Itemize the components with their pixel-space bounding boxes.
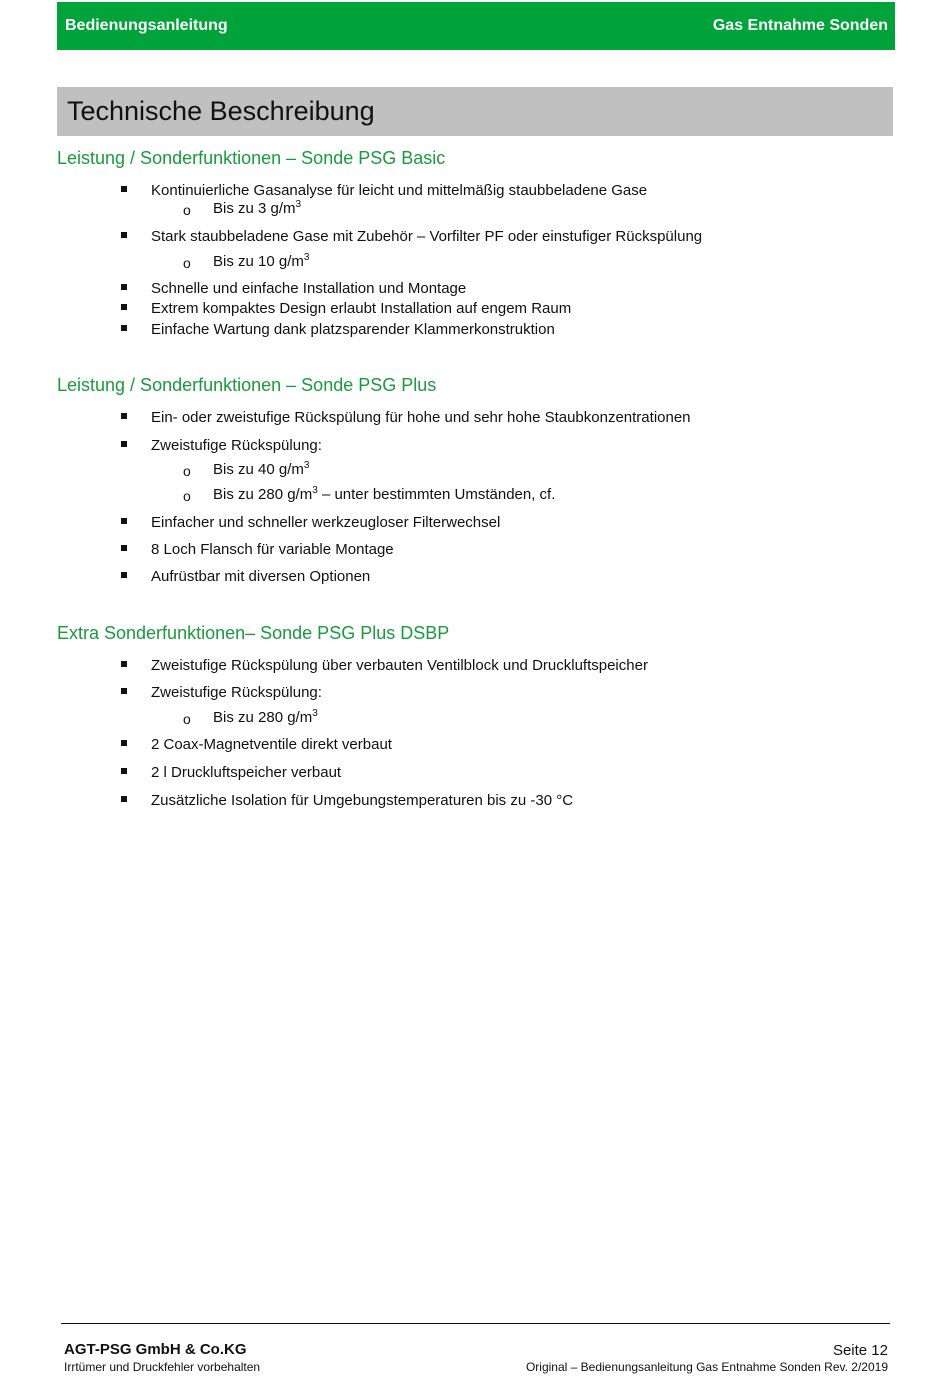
circle-bullet-icon: o (183, 711, 191, 727)
list-item: Zusätzliche Isolation für Umgebungstemperaturen bis zu -30 °C (151, 792, 574, 809)
bullet-icon (121, 518, 127, 524)
list-item: Schnelle und einfache Installation und Montage (151, 280, 467, 297)
title-bar (57, 87, 893, 136)
list-item: Extrem kompaktes Design erlaubt Installation auf engem Raum (151, 300, 572, 317)
bullet-icon (121, 441, 127, 447)
list-item: 2 Coax-Magnetventile direkt verbaut (151, 736, 392, 753)
footer-page-number: Seite 12 (832, 1342, 888, 1359)
header-product: Gas Entnahme Sonden (712, 17, 888, 34)
section-heading-psg-plus-dsbp: Extra Sonderfunktionen– Sonde PSG Plus DSBP (57, 623, 450, 643)
circle-bullet-icon: o (183, 255, 191, 271)
bullet-icon (121, 768, 127, 774)
sub-list-item: Bis zu 280 $g/m^3$ (213, 708, 318, 726)
header-doc-type: Bedienungsanleitung (65, 17, 228, 34)
list-item: Aufrüstbar mit diversen Optionen (151, 568, 371, 585)
page-header (57, 2, 895, 50)
bullet-icon (121, 186, 127, 192)
sub-list-item: Bis zu 280 $g/m^3$ – unter bestimmten Umständen, cf. (213, 485, 556, 503)
list-item: Ein- oder zweistufige Rückspülung für hohe und sehr hohe Staubkonzentrationen (151, 409, 691, 426)
sub-list-item: Bis zu 40 $g/m^3$ (213, 460, 310, 478)
bullet-icon (121, 413, 127, 419)
bullet-icon (121, 284, 127, 290)
list-item: Stark staubbeladene Gase mit Zubehör – Vorfilter PF oder einstufiger Rückspülung (151, 228, 703, 245)
list-item: Zweistufige Rückspülung: (151, 437, 322, 454)
bullet-icon (121, 545, 127, 551)
footer-company: AGT-PSG GmbH & Co.KG (64, 1341, 247, 1358)
circle-bullet-icon: o (183, 202, 191, 218)
bullet-icon (121, 325, 127, 331)
sub-list-item: Bis zu 3 $g/m^3$ (213, 199, 302, 217)
list-item: Einfache Wartung dank platzsparender Klammerkonstruktion (151, 321, 555, 338)
list-item: Zweistufige Rückspülung über verbauten Ventilblock und Druckluftspeicher (151, 657, 648, 674)
page-title: Technische Beschreibung (67, 96, 375, 126)
list-item: Zweistufige Rückspülung: (151, 684, 322, 701)
bullet-icon (121, 740, 127, 746)
section-heading-psg-basic: Leistung / Sonderfunktionen – Sonde PSG Basic (57, 148, 446, 168)
footer-note: Irrtümer und Druckfehler vorbehalten (64, 1360, 261, 1374)
list-item: 2 l Druckluftspeicher verbaut (151, 764, 342, 781)
footer-divider (61, 1323, 890, 1324)
bullet-icon (121, 688, 127, 694)
list-item: Einfacher und schneller werkzeugloser Filterwechsel (151, 514, 501, 531)
list-item: 8 Loch Flansch für variable Montage (151, 541, 394, 558)
bullet-icon (121, 232, 127, 238)
footer-revision: Original – Bedienungsanleitung Gas Entnahme Sonden Rev. 2/2019 (525, 1360, 888, 1374)
bullet-icon (121, 661, 127, 667)
circle-bullet-icon: o (183, 463, 191, 479)
list-item: Kontinuierliche Gasanalyse für leicht und mittelmäßig staubbeladene Gase (151, 182, 648, 199)
section-heading-psg-plus: Leistung / Sonderfunktionen – Sonde PSG Plus (57, 375, 437, 395)
circle-bullet-icon: o (183, 488, 191, 504)
bullet-icon (121, 796, 127, 802)
bullet-icon (121, 572, 127, 578)
sub-list-item: Bis zu 10 $g/m^3$ (213, 252, 310, 270)
bullet-icon (121, 304, 127, 310)
